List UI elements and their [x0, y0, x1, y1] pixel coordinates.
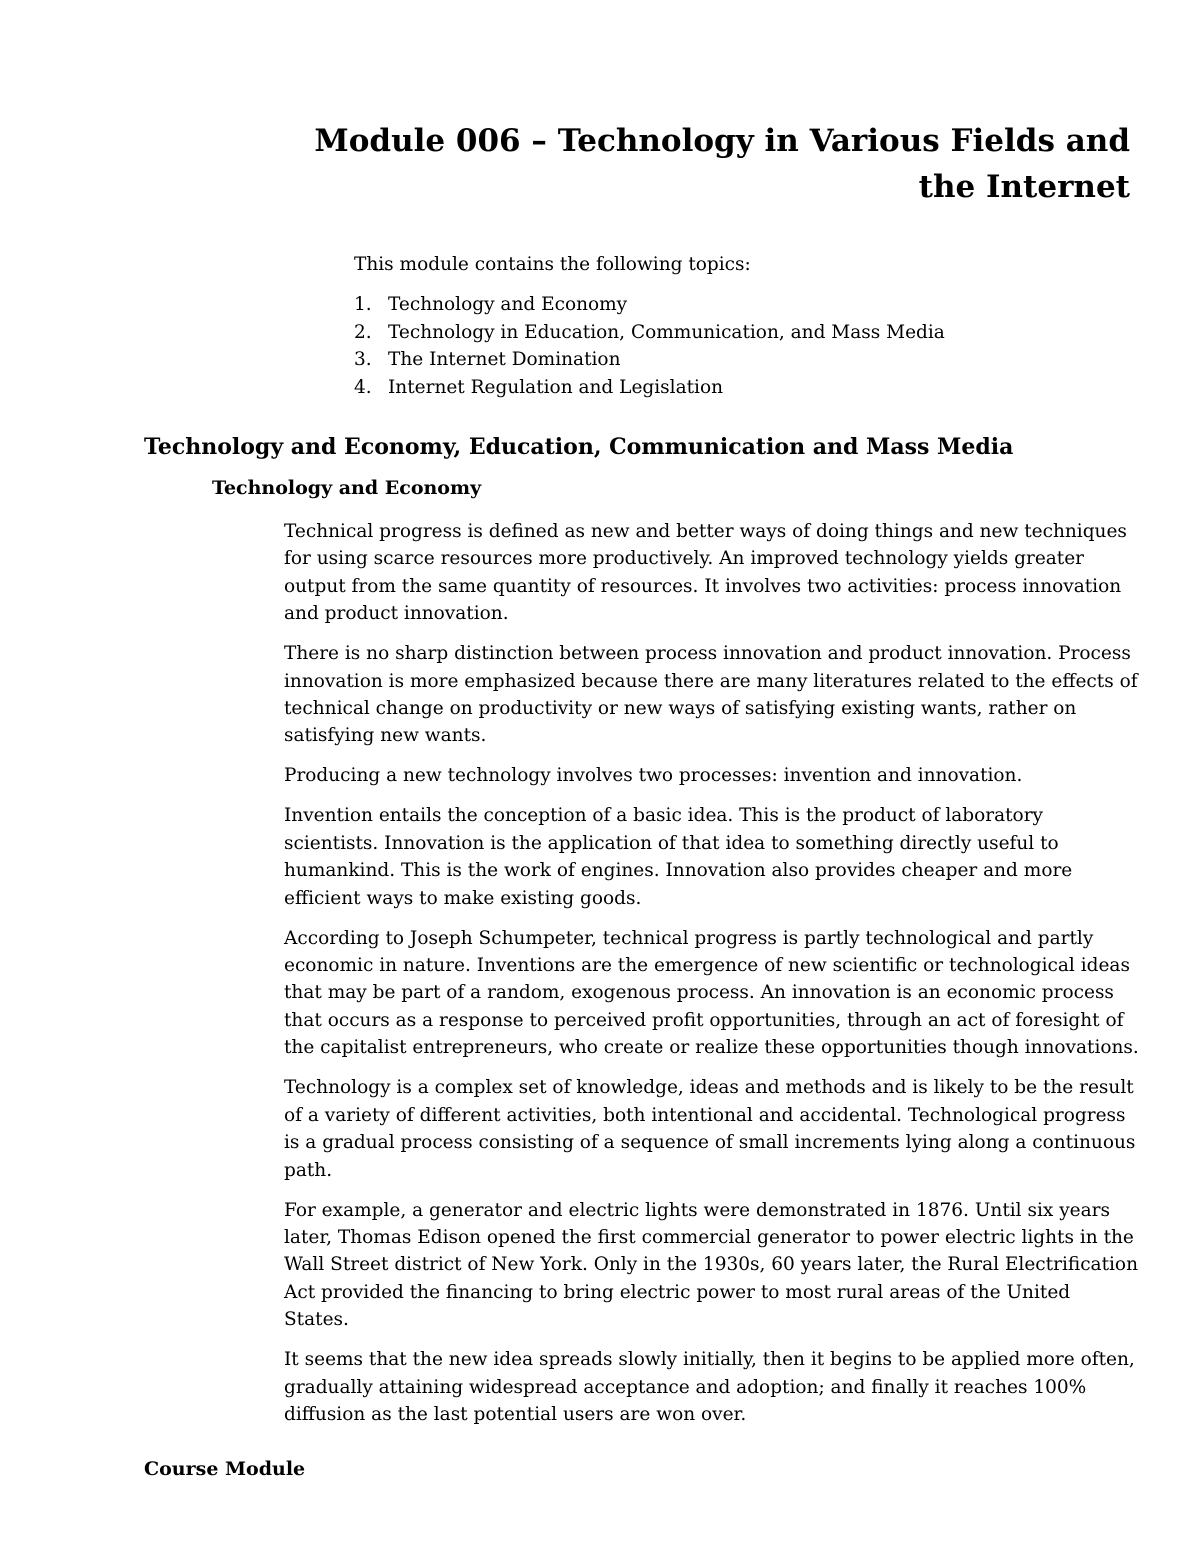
footer-label: Course Module	[144, 1458, 306, 1480]
module-title	[230, 118, 1130, 210]
topic-number: 4.	[354, 376, 372, 398]
topic-item	[354, 374, 945, 402]
topic-label: Technology in Education, Communication, and Mass Media	[388, 321, 945, 343]
module-title-line-2: the Internet	[918, 169, 1130, 205]
subsection-heading: Technology and Economy	[212, 477, 482, 499]
paragraph: Technical progress is defined as new and better ways of doing things and new techniques for using scarce resources more productively. An improved technology yields greater output from the same quantity of resources. It involves two activities: process innovation and product innovation.	[284, 521, 1127, 625]
paragraph: Invention entails the conception of a basic idea. This is the product of laboratory scientists. Innovation is the application of that idea to something directly useful to humankind. This is the work of engines. Innovation also provides cheaper and more efficient ways to make existing goods.	[284, 805, 1073, 909]
paragraph: For example, a generator and electric lights were demonstrated in 1876. Until six years later, Thomas Edison opened the first commercial generator to power electric lights in the Wall Street district of New York. Only in the 1930s, 60 years later, the Rural Electrification Act provided the financing to bring electric power to most rural areas of the United States.	[284, 1199, 1138, 1331]
paragraph: There is no sharp distinction between process innovation and product innovation. Process innovation is more emphasized because there are many literatures related to the effects of technical change on productivity or new ways of satisfying existing wants, rather on satisfying new wants.	[284, 643, 1138, 747]
topics-intro: This module contains the following topics:	[354, 254, 751, 275]
body-text	[284, 518, 1140, 1441]
paragraph: According to Joseph Schumpeter, technical progress is partly technological and partly economic in nature. Inventions are the emergence of new scientific or technological ideas that may be part of a random, exogenous process. An innovation is an economic process that occurs as a response to perceived profit opportunities, through an act of foresight of the capitalist entrepreneurs, who create or realize these opportunities though innovations.	[284, 927, 1139, 1059]
topic-item	[354, 291, 945, 319]
topic-item	[354, 346, 945, 374]
topic-number: 1.	[354, 294, 372, 315]
topic-item	[354, 319, 945, 347]
paragraph: It seems that the new idea spreads slowly initially, then it begins to be applied more often, gradually attaining widespread acceptance and adoption; and finally it reaches 100% diffusion as the last potential users are won over.	[284, 1349, 1135, 1425]
topic-label: Internet Regulation and Legislation	[388, 376, 723, 398]
topic-label: Technology and Economy	[388, 294, 628, 315]
module-title-line-1: Module 006 – Technology in Various Fields and	[314, 123, 1130, 159]
topic-number: 2.	[354, 321, 372, 343]
section-heading: Technology and Economy, Education, Communication and Mass Media	[144, 434, 1014, 460]
paragraph: Technology is a complex set of knowledge, ideas and methods and is likely to be the result of a variety of different activities, both intentional and accidental. Technological progress is a gradual process consisting of a sequence of small increments lying along a continuous path.	[284, 1077, 1136, 1181]
paragraph: Producing a new technology involves two processes: invention and innovation.	[284, 765, 1023, 787]
topics-list	[354, 291, 945, 401]
topic-label: The Internet Domination	[388, 349, 621, 370]
topic-number: 3.	[354, 349, 372, 370]
